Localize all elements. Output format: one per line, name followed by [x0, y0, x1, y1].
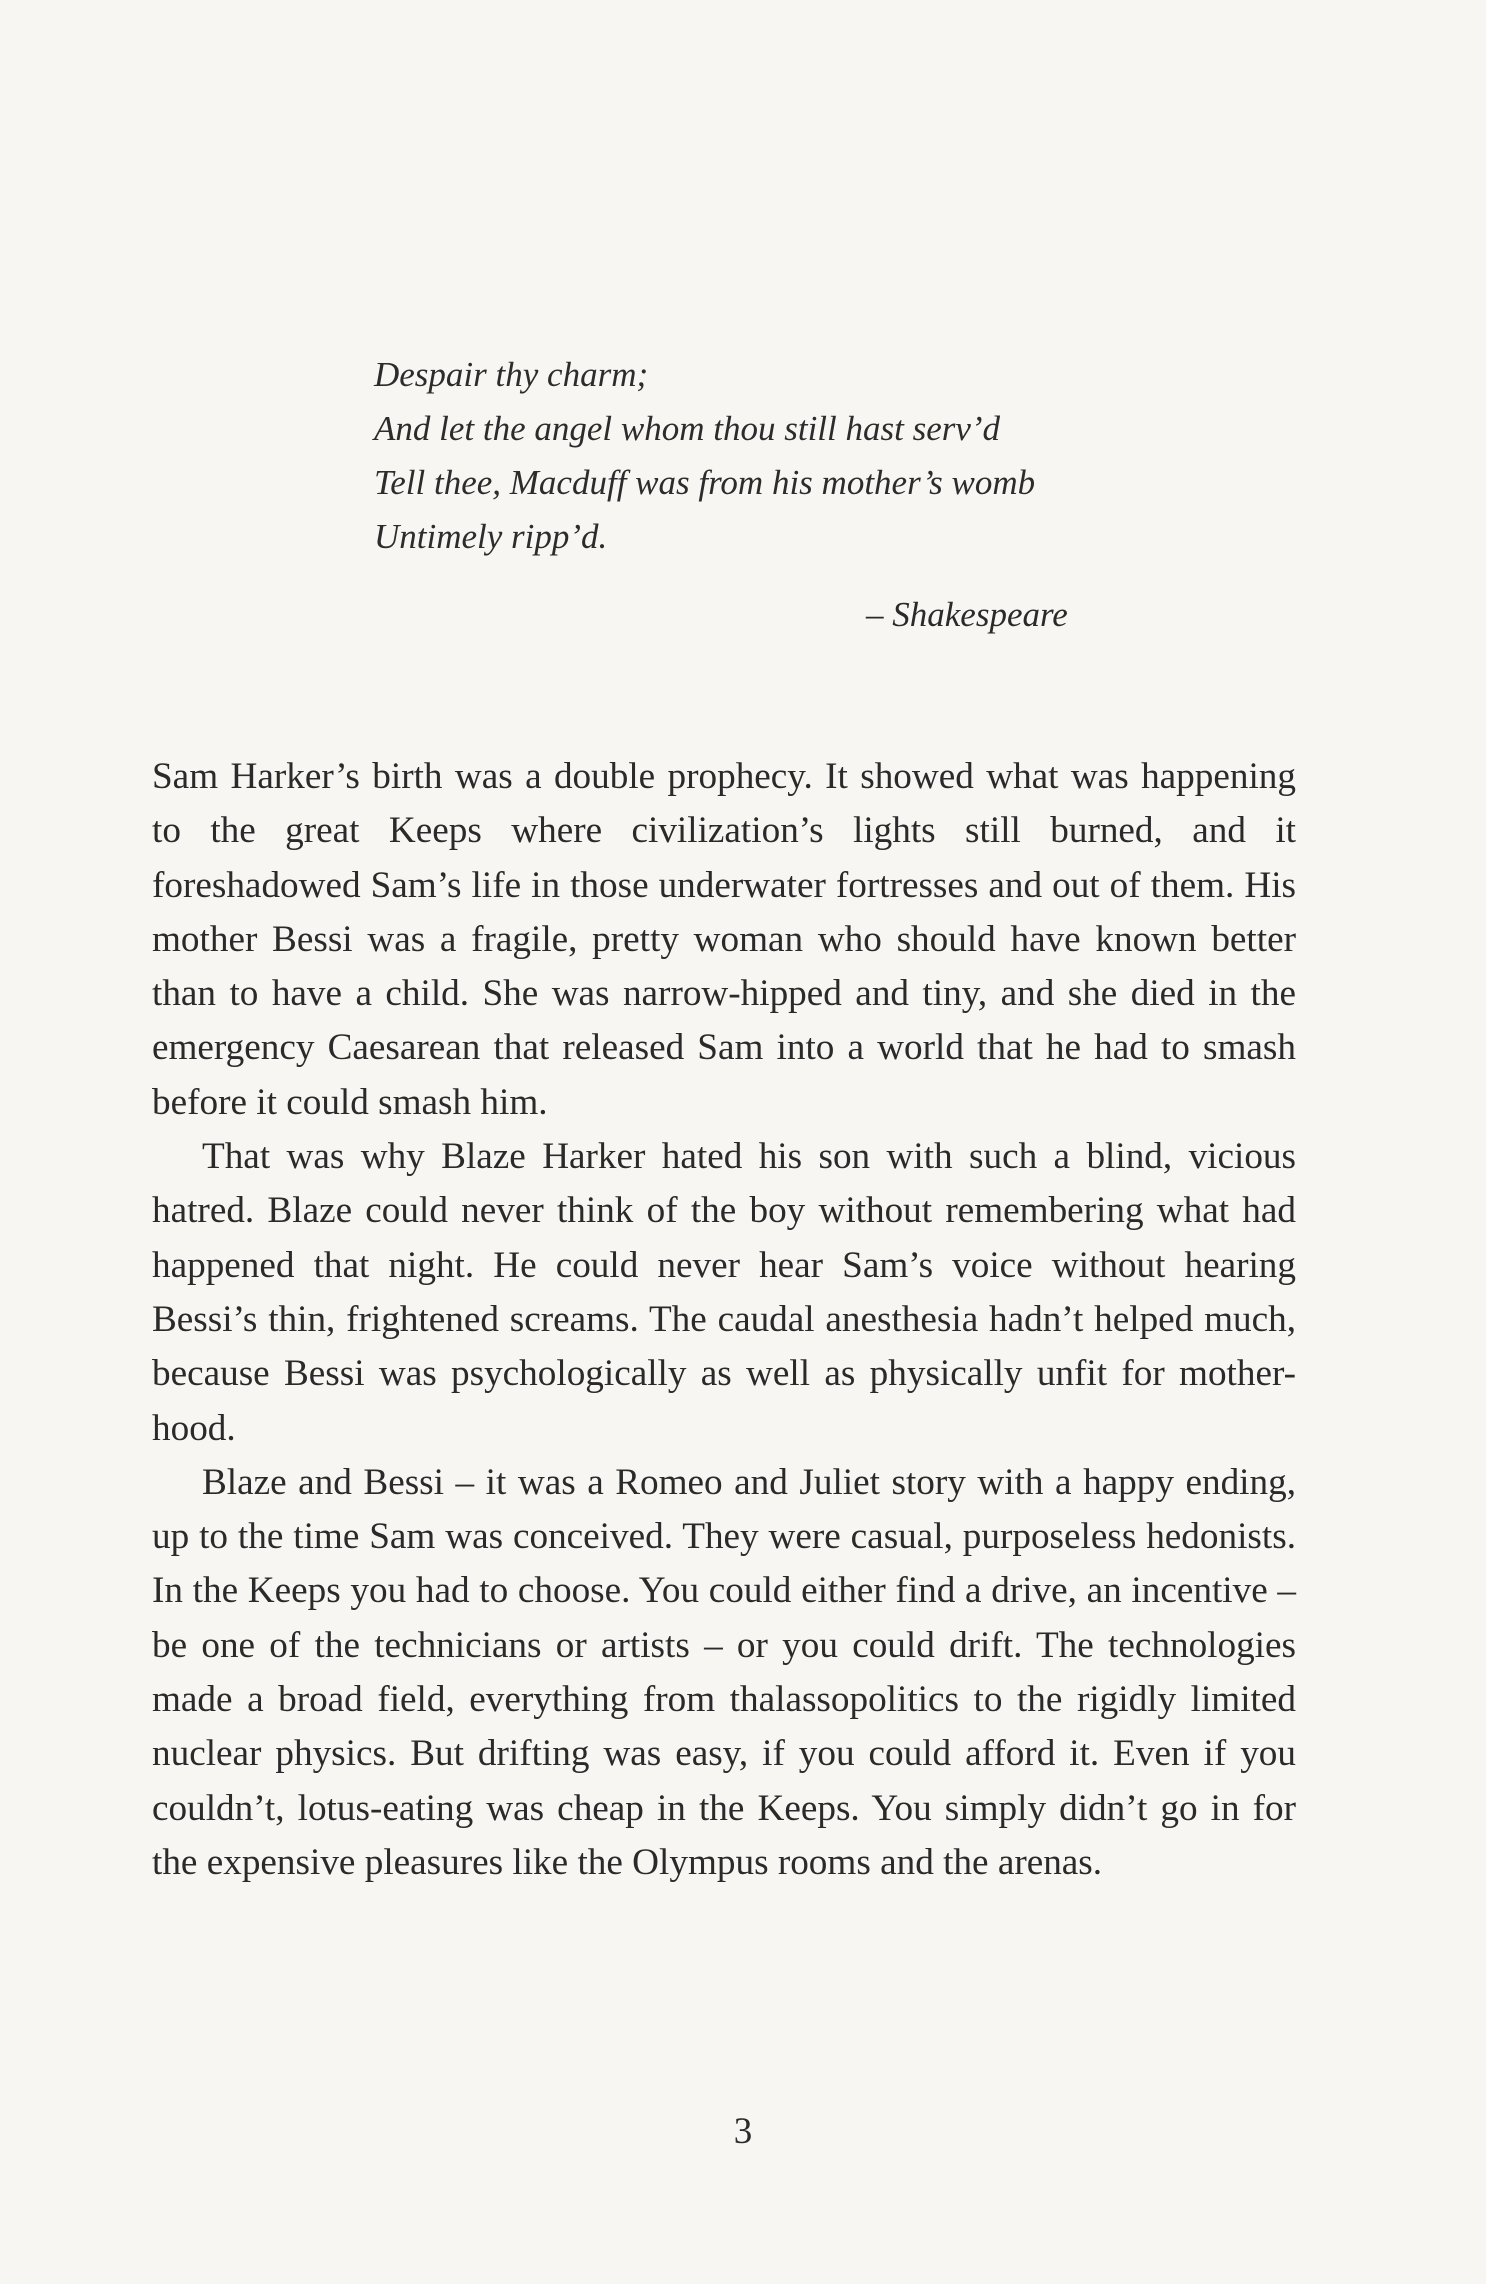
page-number: 3 [733, 2111, 753, 2152]
paragraph: That was why Blaze Harker hated his son with such a blind, vicious hatred. Blaze could never think of the boy without remembering what had happened that night. He could never hear Sam’s voice without hearing Bessi’s thin, frightened screams. The caudal anesthesia hadn’t helped much, because Bessi was psychologically as well as physically unfit for mother-hood. [152, 1136, 1296, 1449]
epigraph-line: And let the angel whom thou still hast serv’d [374, 409, 1001, 448]
epigraph [374, 348, 1134, 564]
epigraph-line: Tell thee, Macduff was from his mother’s womb [374, 463, 1036, 502]
epigraph-attribution: – Shakespeare [866, 595, 1068, 634]
epigraph-line: Despair thy charm; [374, 355, 649, 394]
paragraph: Sam Harker’s birth was a double prophecy. It showed what was happening to the great Keeps where civilization’s lights still burned, and it foreshadowed Sam’s life in those underwater fortresses and out of them. His mother Bessi was a fragile, pretty woman who should have known better than to have a child. She was narrow-hipped and tiny, and she died in the emergency Caesarean that released Sam into a world that he had to smash before it could smash him. [152, 756, 1296, 1123]
paragraph: Blaze and Bessi – it was a Romeo and Juliet story with a happy ending, up to the time Sam was conceived. They were casual, purposeless hedonists. In the Keeps you had to choose. You could either find a drive, an incentive – be one of the technicians or artists – or you could drift. The technologies made a broad field, everything from thalassopolitics to the rigidly limited nuclear physics. But drifting was easy, if you could afford it. Even if you couldn’t, lotus-eating was cheap in the Keeps. You simply didn’t go in for the expensive pleasures like the Olympus rooms and the arenas. [152, 1461, 1296, 1883]
epigraph-line: Untimely ripp’d. [374, 517, 608, 556]
chapter-body [152, 750, 1296, 1890]
